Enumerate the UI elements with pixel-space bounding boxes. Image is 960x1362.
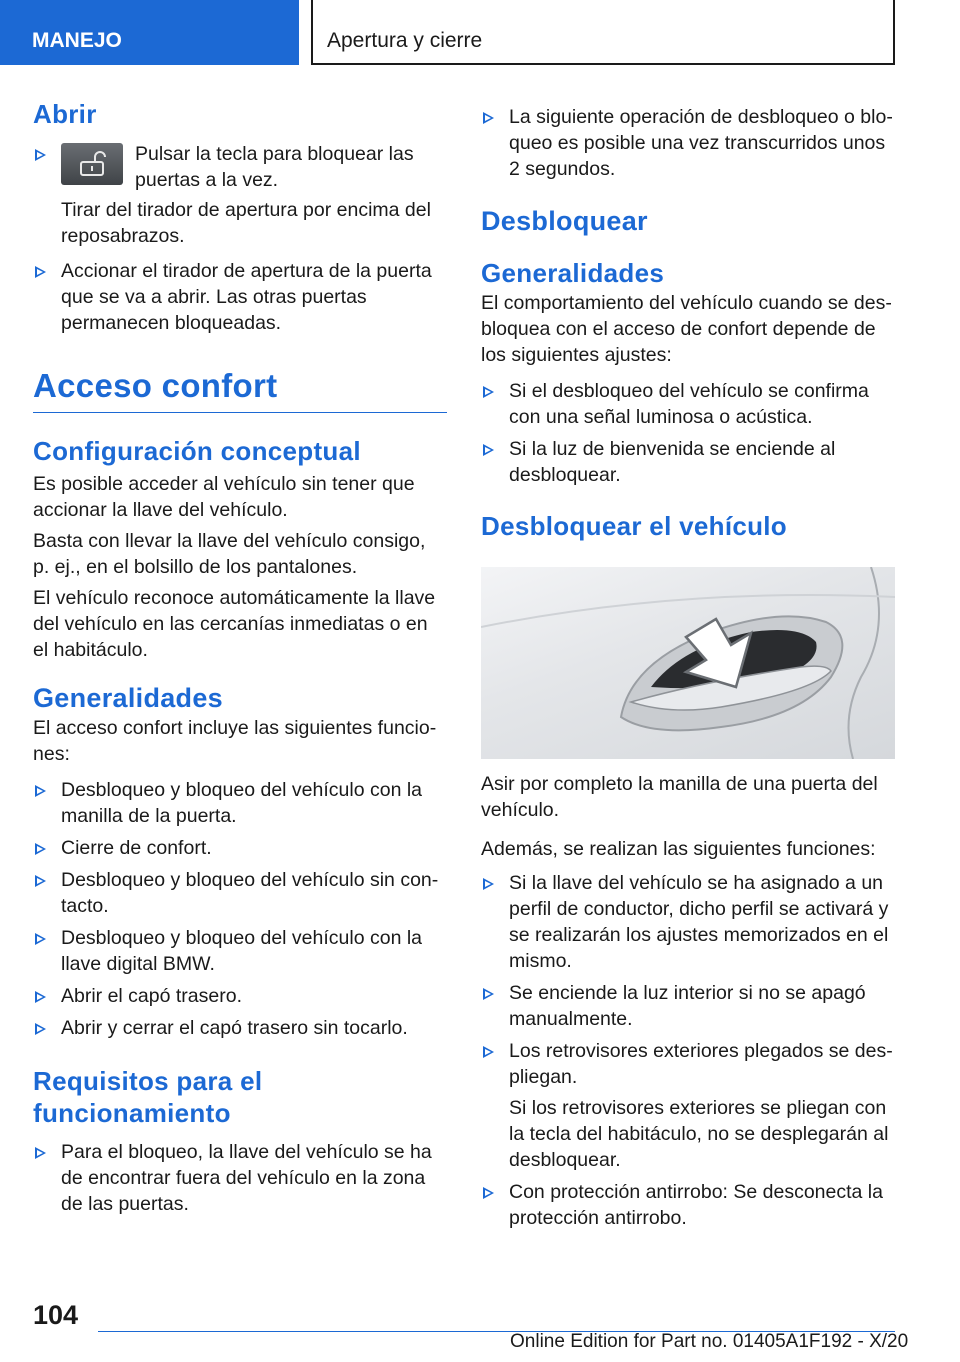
heading-desbloquear: Desbloquear bbox=[481, 206, 648, 236]
bullet-icon bbox=[35, 1023, 46, 1035]
bullet-icon bbox=[35, 933, 46, 945]
list-item: Si la llave del vehículo se ha asignado a un perfil de conductor, dicho perfil se activará y se realizarán los ajustes memorizados en el mismo. bbox=[481, 870, 895, 974]
abrir-list bbox=[33, 141, 447, 336]
heading-desbloquear-vehiculo: Desbloquear el vehículo bbox=[481, 511, 787, 541]
heading-rule bbox=[33, 412, 447, 413]
bullet-icon bbox=[483, 112, 494, 124]
list-item: Abrir y cerrar el capó trasero sin tocarlo. bbox=[33, 1015, 447, 1041]
edition-text: Online Edition for Part no. 01405A1F192 - X/20 bbox=[510, 1331, 909, 1352]
chapter-tab[interactable]: MANEJO bbox=[0, 0, 299, 65]
paragraph: Basta con llevar la llave del vehículo consigo, p. ej., en el bolsillo de los pantalones. bbox=[33, 530, 426, 578]
page-number: 104 bbox=[33, 1300, 79, 1330]
list-item-continuation: Si los retrovisores exteriores se pliegan con la tecla del habitáculo, no se desplegarán al desbloquear. bbox=[509, 1097, 889, 1171]
list-item: Abrir el capó trasero. bbox=[33, 983, 447, 1009]
paragraph: Además, se realizan las siguientes funciones: bbox=[481, 838, 876, 860]
list-item-continuation: Tirar del tirador de apertura por encima del reposabrazos. bbox=[61, 199, 431, 247]
bullet-icon bbox=[35, 266, 46, 278]
heading-configuracion: Configuración conceptual bbox=[33, 436, 361, 466]
bullet-icon bbox=[35, 875, 46, 887]
list-item: Desbloqueo y bloqueo del vehículo sin contacto. bbox=[33, 867, 447, 919]
list-item bbox=[33, 258, 447, 336]
unlock-key-icon bbox=[61, 143, 123, 185]
heading-requisitos: Requisitos para el funcionamiento bbox=[33, 1066, 263, 1128]
paragraph: El acceso confort incluye las siguientes funciones: bbox=[33, 717, 437, 765]
bullet-icon bbox=[483, 386, 494, 398]
paragraph: El vehículo reconoce automáticamente la llave del vehículo en las cercanías inmediatas o en el habitáculo. bbox=[33, 587, 436, 661]
list-item: Si el desbloqueo del vehículo se confirma con una señal luminosa o acústica. bbox=[481, 378, 895, 430]
list-item: La siguiente operación de desbloqueo o bloqueo es posible una vez transcurridos unos 2 segundos. bbox=[481, 104, 895, 182]
list-item bbox=[33, 141, 447, 249]
bullet-icon bbox=[483, 1046, 494, 1058]
list-item: Cierre de confort. bbox=[33, 835, 447, 861]
bullet-icon bbox=[483, 1187, 494, 1199]
door-handle-illustration bbox=[481, 567, 895, 759]
heading-acceso-confort: Acceso confort bbox=[33, 367, 278, 404]
list-item: Se enciende la luz interior si no se apagó manualmente. bbox=[481, 980, 895, 1032]
image-caption: Asir por completo la manilla de una puerta del vehículo. bbox=[481, 773, 878, 821]
bullet-icon bbox=[35, 991, 46, 1003]
list-item: Para el bloqueo, la llave del vehículo se ha de encontrar fuera del vehículo en la zona de las puertas. bbox=[33, 1139, 447, 1217]
list-item: Desbloqueo y bloqueo del vehículo con la manilla de la puerta. bbox=[33, 777, 447, 829]
section-title: Apertura y cierre bbox=[311, 0, 895, 65]
bullet-icon bbox=[483, 988, 494, 1000]
generalidades-list bbox=[33, 777, 447, 1041]
list-item-text: Pulsar la tecla para bloquear las puertas a la vez. bbox=[135, 143, 414, 191]
list-item: Desbloqueo y bloqueo del vehículo con la llave digital BMW. bbox=[33, 925, 447, 977]
bullet-icon bbox=[35, 1147, 46, 1159]
bullet-icon bbox=[35, 843, 46, 855]
left-column bbox=[33, 98, 447, 1217]
bullet-icon bbox=[483, 878, 494, 890]
requisitos-list bbox=[33, 1139, 447, 1217]
generalidades-right-list bbox=[481, 378, 895, 488]
list-item-text: Accionar el tirador de apertura de la puerta que se va a abrir. Las otras puertas permanecen bloqueadas. bbox=[61, 260, 432, 334]
heading-generalidades: Generalidades bbox=[33, 683, 223, 713]
bullet-icon bbox=[35, 785, 46, 797]
list-item: Con protección antirrobo: Se desconecta la protección antirrobo. bbox=[481, 1179, 895, 1231]
bullet-icon bbox=[35, 149, 46, 161]
paragraph: Es posible acceder al vehículo sin tener que accionar la llave del vehículo. bbox=[33, 473, 415, 521]
list-item: Los retrovisores exteriores plegados se despliegan. Si los retrovisores exteriores se pliegan con la tecla del habitáculo, no se desplegarán al desbloquear. bbox=[481, 1038, 895, 1173]
door-handle-image bbox=[481, 567, 895, 759]
continued-list bbox=[481, 104, 895, 182]
bullet-icon bbox=[483, 444, 494, 456]
paragraph: El comportamiento del vehículo cuando se desbloquea con el acceso de confort depende de los siguientes ajustes: bbox=[481, 292, 892, 366]
right-column bbox=[481, 104, 895, 1231]
list-item: Si la luz de bienvenida se enciende al desbloquear. bbox=[481, 436, 895, 488]
vehiculo-list bbox=[481, 870, 895, 1231]
heading-abrir: Abrir bbox=[33, 99, 97, 129]
heading-generalidades-right: Generalidades bbox=[481, 258, 665, 288]
